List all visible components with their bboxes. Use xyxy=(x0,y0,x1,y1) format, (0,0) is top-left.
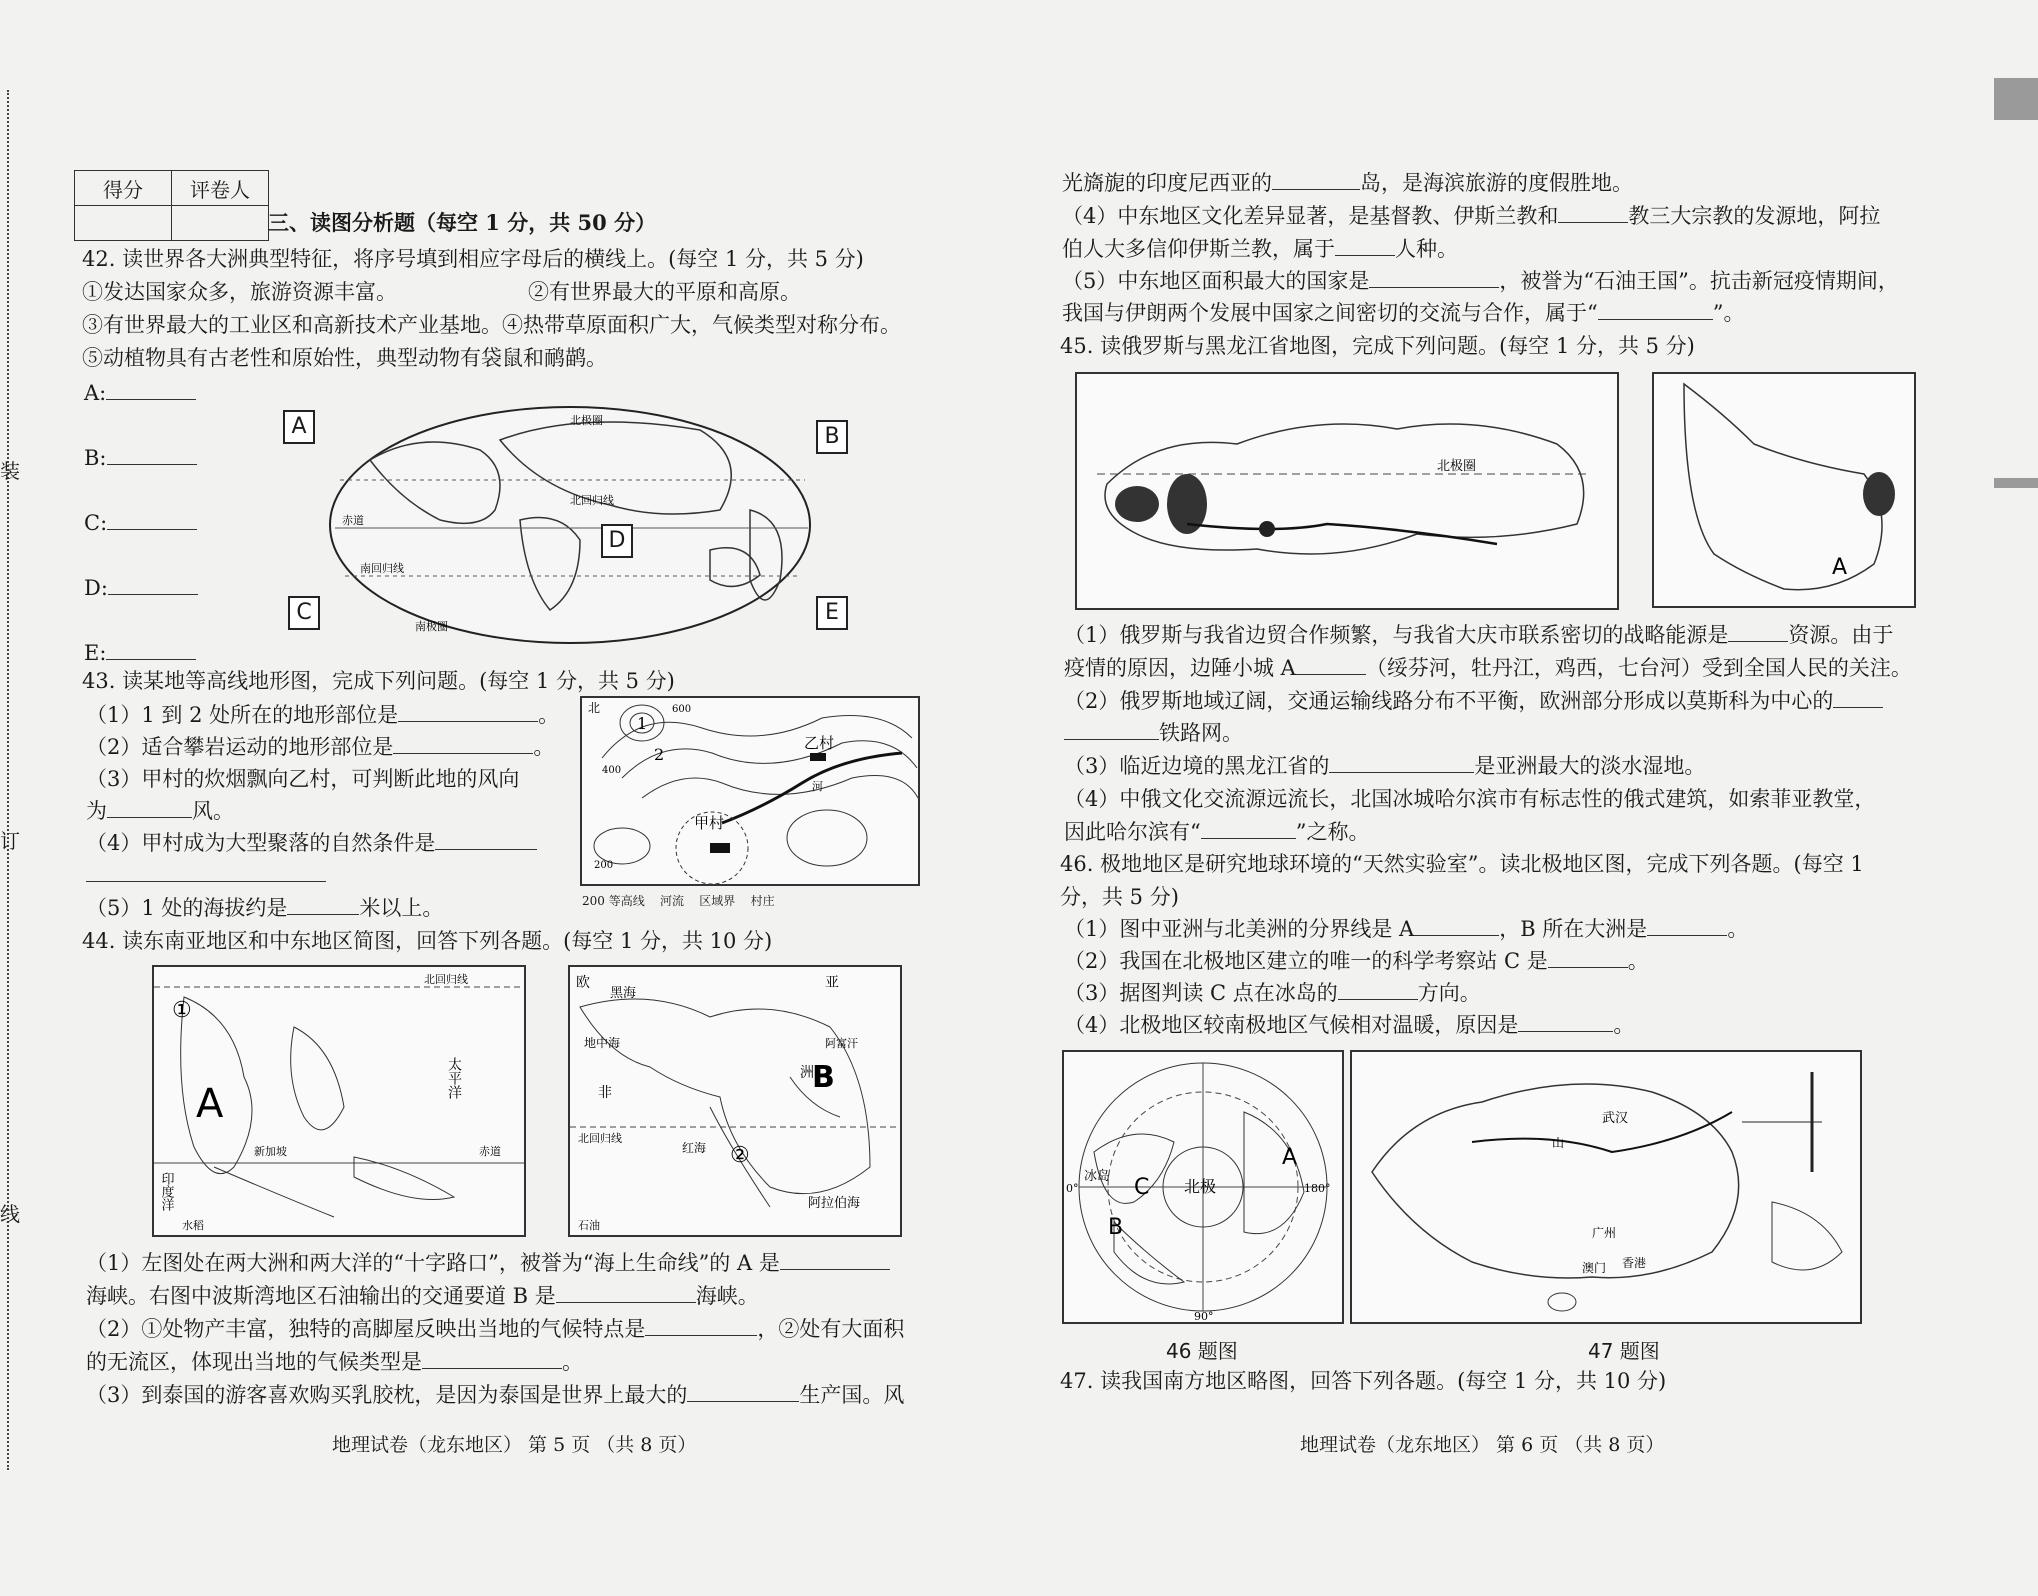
left-footer: 地理试卷（龙东地区） 第 5 页 （共 8 页） xyxy=(332,1434,697,1456)
q44-s1a-text: （1）左图处在两大洲和两大洋的“十字路口”，被誉为“海上生命线”的 A 是 xyxy=(86,1251,780,1275)
q45-stem: 45. 读俄罗斯与黑龙江省地图，完成下列问题。(每空 1 分，共 5 分) xyxy=(1060,334,1695,358)
south-china-map xyxy=(1350,1050,1862,1324)
q46-sub2 xyxy=(1064,948,1649,974)
region-1-label: ① xyxy=(172,998,192,1023)
q45-s1-blank1[interactable] xyxy=(1728,623,1788,642)
red-sea-label: 红海 xyxy=(682,1141,707,1155)
binding-char-xian: 线 xyxy=(0,1202,20,1226)
q45-s1b-text: 资源。由于 xyxy=(1788,623,1894,647)
edge-tab-small xyxy=(1994,478,2038,488)
q45-s2b-text: 铁路网。 xyxy=(1159,721,1243,745)
q43-sub3b xyxy=(86,798,234,824)
q45-s4b-text: 因此哈尔滨有“ xyxy=(1064,820,1201,844)
pacific-label: 太平洋 xyxy=(446,1057,462,1099)
cooperation-blank[interactable] xyxy=(1598,301,1713,320)
strait-a-label: A xyxy=(196,1081,224,1127)
q45-sub2b xyxy=(1064,720,1243,746)
island-blank[interactable] xyxy=(1272,171,1360,190)
guangzhou-label: 广州 xyxy=(1592,1226,1617,1240)
q43-s5a-text: （5）1 处的海拔约是 xyxy=(86,896,288,920)
q44-sub2a xyxy=(86,1316,904,1342)
q43-s5b-text: 米以上。 xyxy=(359,896,444,920)
grader-cell[interactable] xyxy=(172,206,269,241)
north-arrow-label: 北 xyxy=(588,701,601,715)
q46-sub4 xyxy=(1064,1012,1634,1038)
q44-4d-text: 人种。 xyxy=(1395,237,1458,261)
singapore-label: 新加坡 xyxy=(254,1145,287,1158)
q45-s3-blank[interactable] xyxy=(1329,754,1474,773)
q44-sub5a xyxy=(1062,268,1899,294)
q44-5d-text: ”。 xyxy=(1712,301,1745,325)
q46-s1-blank1[interactable] xyxy=(1414,917,1499,936)
equator-label-sea: 赤道 xyxy=(479,1145,501,1158)
tropic-s-label: 南回归线 xyxy=(360,562,404,575)
q43-s1-blank[interactable] xyxy=(398,703,538,722)
section-title: 三、读图分析题（每空 1 分，共 50 分） xyxy=(268,210,657,235)
score-table xyxy=(74,170,269,241)
q45-sub2a xyxy=(1064,688,1883,714)
q45-s2-blank1[interactable] xyxy=(1833,689,1883,708)
q43-s2-blank[interactable] xyxy=(393,735,533,754)
q44-s1c-text: 海峡。 xyxy=(695,1284,759,1308)
tropic-n-label: 北回归线 xyxy=(570,494,614,507)
contour-200-label: 200 xyxy=(594,860,614,871)
arctic-map-svg xyxy=(1064,1052,1342,1322)
city-a-label: A xyxy=(1832,555,1848,580)
q43-s3-blank[interactable] xyxy=(107,799,192,818)
q43-s1-text: （1）1 到 2 处所在的地形部位是 xyxy=(86,703,399,727)
q44-sub4b xyxy=(1062,236,1458,262)
q45-s2a-text: （2）俄罗斯地域辽阔，交通运输线路分布不平衡，欧洲部分形成以莫斯科为中心的 xyxy=(1064,689,1834,713)
q45-sub4b xyxy=(1064,819,1370,845)
q43-s3c-text: 风。 xyxy=(192,799,234,823)
antarctic-label: 南极圈 xyxy=(415,620,448,633)
q42-answer-b xyxy=(84,445,197,471)
q44-stem: 44. 读东南亚地区和中东地区简图，回答下列各题。(每空 1 分，共 10 分) xyxy=(82,929,773,953)
sea-map-svg xyxy=(154,967,524,1235)
q45-sub1a xyxy=(1064,622,1893,648)
q42-answer-d xyxy=(84,575,198,601)
q45-s4-blank[interactable] xyxy=(1201,820,1296,839)
q46-s4b-text: 。 xyxy=(1613,1013,1635,1037)
religion-blank[interactable] xyxy=(1558,204,1628,223)
q46-s2a-text: （2）我国在北极地区建立的唯一的科学考察站 C 是 xyxy=(1064,949,1548,973)
q44-s1-blank1[interactable] xyxy=(780,1251,890,1270)
q46-s2-blank[interactable] xyxy=(1548,949,1628,968)
contour-400-label: 400 xyxy=(602,765,622,776)
q42-option-2: ②有世界最大的平原和高原。 xyxy=(528,280,801,304)
river-label: 河 xyxy=(812,780,823,793)
q44-5c-text: 我国与伊朗两个发展中国家之间密切的交流与合作，属于“ xyxy=(1062,301,1598,325)
q42-b-label: B: xyxy=(84,446,107,470)
q43-stem: 43. 读某地等高线地形图，完成下列问题。(每空 1 分，共 5 分) xyxy=(82,669,675,693)
q46-s1a-text: （1）图中亚洲与北美洲的分界线是 A xyxy=(1064,917,1415,941)
q45-s1c-text: 疫情的原因，边陲小城 A xyxy=(1064,656,1296,680)
q42-stem: 42. 读世界各大洲典型特征，将序号填到相应字母后的横线上。(每空 1 分，共 5 分) xyxy=(82,247,864,271)
q43-sub4-cont xyxy=(86,862,326,888)
q44-4b-text: 教三大宗教的发源地，阿拉 xyxy=(1628,204,1881,228)
med-sea-label: 地中海 xyxy=(584,1036,621,1050)
q44-sub2b xyxy=(86,1349,583,1375)
q42-option-5: ⑤动植物具有古老性和原始性，典型动物有袋鼠和鸸鹋。 xyxy=(82,346,607,370)
wuhan-label: 武汉 xyxy=(1602,1111,1629,1126)
q42-b-blank[interactable] xyxy=(107,446,197,465)
race-blank[interactable] xyxy=(1335,237,1395,256)
village-yi-label: 乙村 xyxy=(804,734,835,752)
legend-contour: 200 等高线 xyxy=(582,894,645,908)
tropic-label-me: 北回归线 xyxy=(578,1132,622,1145)
q43-sub3a: （3）甲村的炊烟飘向乙村，可判断此地的风向 xyxy=(86,767,520,791)
q44-s2c-text: 的无流区，体现出当地的气候类型是 xyxy=(86,1350,422,1374)
me-map-svg xyxy=(570,967,900,1235)
q43-sub1: （1）1 到 2 处所在的地形部位是 。 xyxy=(86,703,560,727)
arabian-sea-label: 阿拉伯海 xyxy=(808,1196,861,1211)
q46-s3-blank[interactable] xyxy=(1338,981,1418,1000)
q46-stem2: 分，共 5 分) xyxy=(1060,885,1179,909)
q44-sub1a xyxy=(86,1250,890,1276)
q46-caption: 46 题图 xyxy=(1166,1339,1238,1363)
russia-map-svg xyxy=(1077,374,1617,608)
cont1b-text: 岛，是海滨旅游的度假胜地。 xyxy=(1360,171,1633,195)
arctic-circle-russia: 北极圈 xyxy=(1437,459,1477,474)
q43-s4-text: （4）甲村成为大型聚落的自然条件是 xyxy=(86,831,436,855)
q43-s4-blank2[interactable] xyxy=(86,863,326,882)
afghanistan-label: 阿富汗 xyxy=(825,1037,858,1050)
q44-5b-text: ，被誉为“石油王国”。抗击新冠疫情期间， xyxy=(1499,269,1899,293)
contour-map xyxy=(580,696,920,886)
q46-sub1 xyxy=(1064,916,1748,942)
q46-sub3 xyxy=(1064,980,1481,1006)
rice-legend: 水稻 xyxy=(182,1219,204,1232)
q42-e-label: E: xyxy=(84,641,107,665)
q45-s1d-text: （绥芬河，牡丹江，鸡西，七台河）受到全国人民的关注。 xyxy=(1365,656,1912,680)
map-box-c: C xyxy=(288,596,320,630)
cont1a-text: 光旖旎的印度尼西亚的 xyxy=(1062,171,1272,195)
tropic-label-sea: 北回归线 xyxy=(424,973,468,986)
map-box-d: D xyxy=(601,524,633,558)
q42-a-blank[interactable] xyxy=(106,381,196,400)
q44-4c-text: 伯人大多信仰伊斯兰教，属于 xyxy=(1062,237,1335,261)
southeast-asia-map xyxy=(152,965,526,1237)
q44-sub3-cont xyxy=(1062,170,1633,196)
grader-header: 评卷人 xyxy=(172,171,269,206)
q46-s1b-text: ，B 所在大洲是 xyxy=(1499,917,1648,941)
q43-s5-blank[interactable] xyxy=(287,896,359,915)
legend-boundary: 区域界 xyxy=(699,894,736,908)
black-sea-label: 黑海 xyxy=(610,986,637,1001)
macau-label: 澳门 xyxy=(1582,1261,1607,1275)
q44-sub5b xyxy=(1062,300,1744,326)
arctic-circle-label: 北极圈 xyxy=(570,414,603,427)
q44-s3-blank[interactable] xyxy=(687,1383,799,1402)
q42-c-label: C: xyxy=(84,511,108,535)
q46-s1c-text: 。 xyxy=(1727,917,1749,941)
north-pole-label: 北极 xyxy=(1184,1177,1217,1196)
contour-600-label: 600 xyxy=(672,704,692,715)
q46-s3a-text: （3）据图判读 C 点在冰岛的 xyxy=(1064,981,1338,1005)
q45-sub1b xyxy=(1064,655,1912,681)
score-header: 得分 xyxy=(75,171,172,206)
q46-s4-blank[interactable] xyxy=(1518,1013,1613,1032)
q45-sub3 xyxy=(1064,753,1705,779)
q43-sub4 xyxy=(86,830,537,856)
q43-sub5 xyxy=(86,895,443,921)
binding-char-zhuang: 装 xyxy=(0,459,20,483)
q42-option-1: ①发达国家众多，旅游资源丰富。 xyxy=(82,280,397,304)
q42-d-blank[interactable] xyxy=(108,576,198,595)
q47-caption: 47 题图 xyxy=(1588,1339,1660,1363)
station-c-label: C xyxy=(1134,1175,1150,1200)
q44-sub3 xyxy=(86,1382,904,1408)
q44-4a-text: （4）中东地区文化差异显著，是基督教、伊斯兰教和 xyxy=(1062,204,1559,228)
q44-sub4a xyxy=(1062,203,1880,229)
binding-dotted-line xyxy=(7,90,9,1470)
right-footer: 地理试卷（龙东地区） 第 6 页 （共 8 页） xyxy=(1300,1434,1665,1456)
map-box-a: A xyxy=(283,410,315,444)
continent-b-label: B xyxy=(1108,1215,1124,1240)
map-box-e: E xyxy=(816,596,848,630)
q44-5a-text: （5）中东地区面积最大的国家是 xyxy=(1062,269,1370,293)
q43-s2-text: （2）适合攀岩运动的地形部位是 xyxy=(86,735,394,759)
oil-legend: 石油 xyxy=(578,1219,600,1232)
legend-village: 村庄 xyxy=(750,894,775,908)
deg-180-label: 180° xyxy=(1304,1182,1331,1195)
q45-s3a-text: （3）临近边境的黑龙江省的 xyxy=(1064,754,1330,778)
q42-answer-a xyxy=(84,380,196,406)
q42-option-3-4: ③有世界最大的工业区和高新技术产业基地。④热带草原面积广大，气候类型对称分布。 xyxy=(82,313,901,337)
score-cell[interactable] xyxy=(75,206,172,241)
q46-stem1: 46. 极地地区是研究地球环境的“天然实验室”。读北极地区图，完成下列各题。(每空 1 xyxy=(1060,852,1864,876)
strait-a-arctic-label: A xyxy=(1282,1145,1298,1170)
middle-east-map xyxy=(568,965,902,1237)
country-blank[interactable] xyxy=(1369,269,1499,288)
q44-sub1b xyxy=(86,1283,759,1309)
zhou-label: 洲 xyxy=(800,1065,814,1081)
q45-s1a-text: （1）俄罗斯与我省边贸合作频繁，与我省大庆市联系密切的战略能源是 xyxy=(1064,623,1729,647)
point-2-label: 2 xyxy=(654,745,665,764)
point-1-label: 1 xyxy=(637,714,648,733)
q43-sub2: （2）适合攀岩运动的地形部位是 。 xyxy=(86,735,555,759)
world-map-figure xyxy=(280,400,840,650)
q45-s3b-text: 是亚洲最大的淡水湿地。 xyxy=(1474,754,1706,778)
region-2-label: ② xyxy=(730,1143,750,1168)
q42-answer-e xyxy=(84,640,196,666)
q45-s1-blank2[interactable] xyxy=(1296,656,1366,675)
q46-s2b-text: 。 xyxy=(1627,949,1649,973)
strait-b-label: B xyxy=(812,1060,835,1095)
q42-d-label: D: xyxy=(84,576,108,600)
q46-s1-blank2[interactable] xyxy=(1647,917,1727,936)
indian-ocean-label: 印度洋 xyxy=(158,1172,174,1211)
village-jia-label: 甲村 xyxy=(694,814,725,832)
africa-label: 非 xyxy=(598,1085,612,1101)
legend-river: 河流 xyxy=(660,894,685,908)
q44-s3b-text: 生产国。风 xyxy=(799,1383,905,1407)
equator-label: 赤道 xyxy=(342,514,364,527)
q42-e-blank[interactable] xyxy=(106,641,196,660)
q45-s4c-text: ”之称。 xyxy=(1295,820,1370,844)
contour-map-svg xyxy=(582,698,918,884)
q44-s2d-text: 。 xyxy=(562,1350,583,1374)
q45-s2-blank2[interactable] xyxy=(1064,721,1159,740)
russia-map xyxy=(1075,372,1619,610)
q46-s4a-text: （4）北极地区较南极地区气候相对温暖，原因是 xyxy=(1064,1013,1519,1037)
q44-s2a-text: （2）①处物产丰富，独特的高脚屋反映出当地的气候特点是 xyxy=(86,1317,646,1341)
q43-s4-blank[interactable] xyxy=(435,831,537,850)
q44-s2-blank1[interactable] xyxy=(645,1317,757,1336)
world-map-svg xyxy=(280,400,840,650)
deg-90-label: 90° xyxy=(1194,1310,1214,1322)
q44-s3-text: （3）到泰国的游客喜欢购买乳胶枕，是因为泰国是世界上最大的 xyxy=(86,1383,688,1407)
q44-s1b-text: 海峡。右图中波斯湾地区石油输出的交通要道 B 是 xyxy=(86,1284,556,1308)
hongkong-label: 香港 xyxy=(1622,1256,1647,1270)
q44-s2b-text: ，②处有大面积 xyxy=(757,1317,905,1341)
map-box-b: B xyxy=(816,420,848,454)
shan-label: 山 xyxy=(1552,1136,1565,1150)
q43-s3b-text: 为 xyxy=(86,799,107,823)
q45-sub4a: （4）中俄文化交流源远流长，北国冰城哈尔滨市有标志性的俄式建筑，如索菲亚教堂， xyxy=(1064,787,1876,811)
q46-s3b-text: 方向。 xyxy=(1417,981,1481,1005)
arctic-map xyxy=(1062,1050,1344,1324)
south-china-map-svg xyxy=(1352,1052,1860,1322)
heilongjiang-map-svg xyxy=(1654,374,1914,606)
q42-answer-c xyxy=(84,510,197,536)
q42-c-blank[interactable] xyxy=(107,511,197,530)
asia-label: 亚 xyxy=(825,975,839,991)
contour-legend xyxy=(582,892,775,909)
q44-s1-blank2[interactable] xyxy=(556,1284,696,1303)
deg-0-label: 0° xyxy=(1066,1182,1079,1195)
q47-stem: 47. 读我国南方地区略图，回答下列各题。(每空 1 分，共 10 分) xyxy=(1060,1369,1667,1393)
binding-char-ding: 订 xyxy=(0,829,20,853)
heilongjiang-map xyxy=(1652,372,1916,608)
edge-tab xyxy=(1994,78,2038,120)
q44-s2-blank2[interactable] xyxy=(422,1350,562,1369)
europe-label: 欧 xyxy=(576,975,590,991)
q42-a-label: A: xyxy=(84,381,107,405)
iceland-label: 冰岛 xyxy=(1084,1169,1111,1184)
